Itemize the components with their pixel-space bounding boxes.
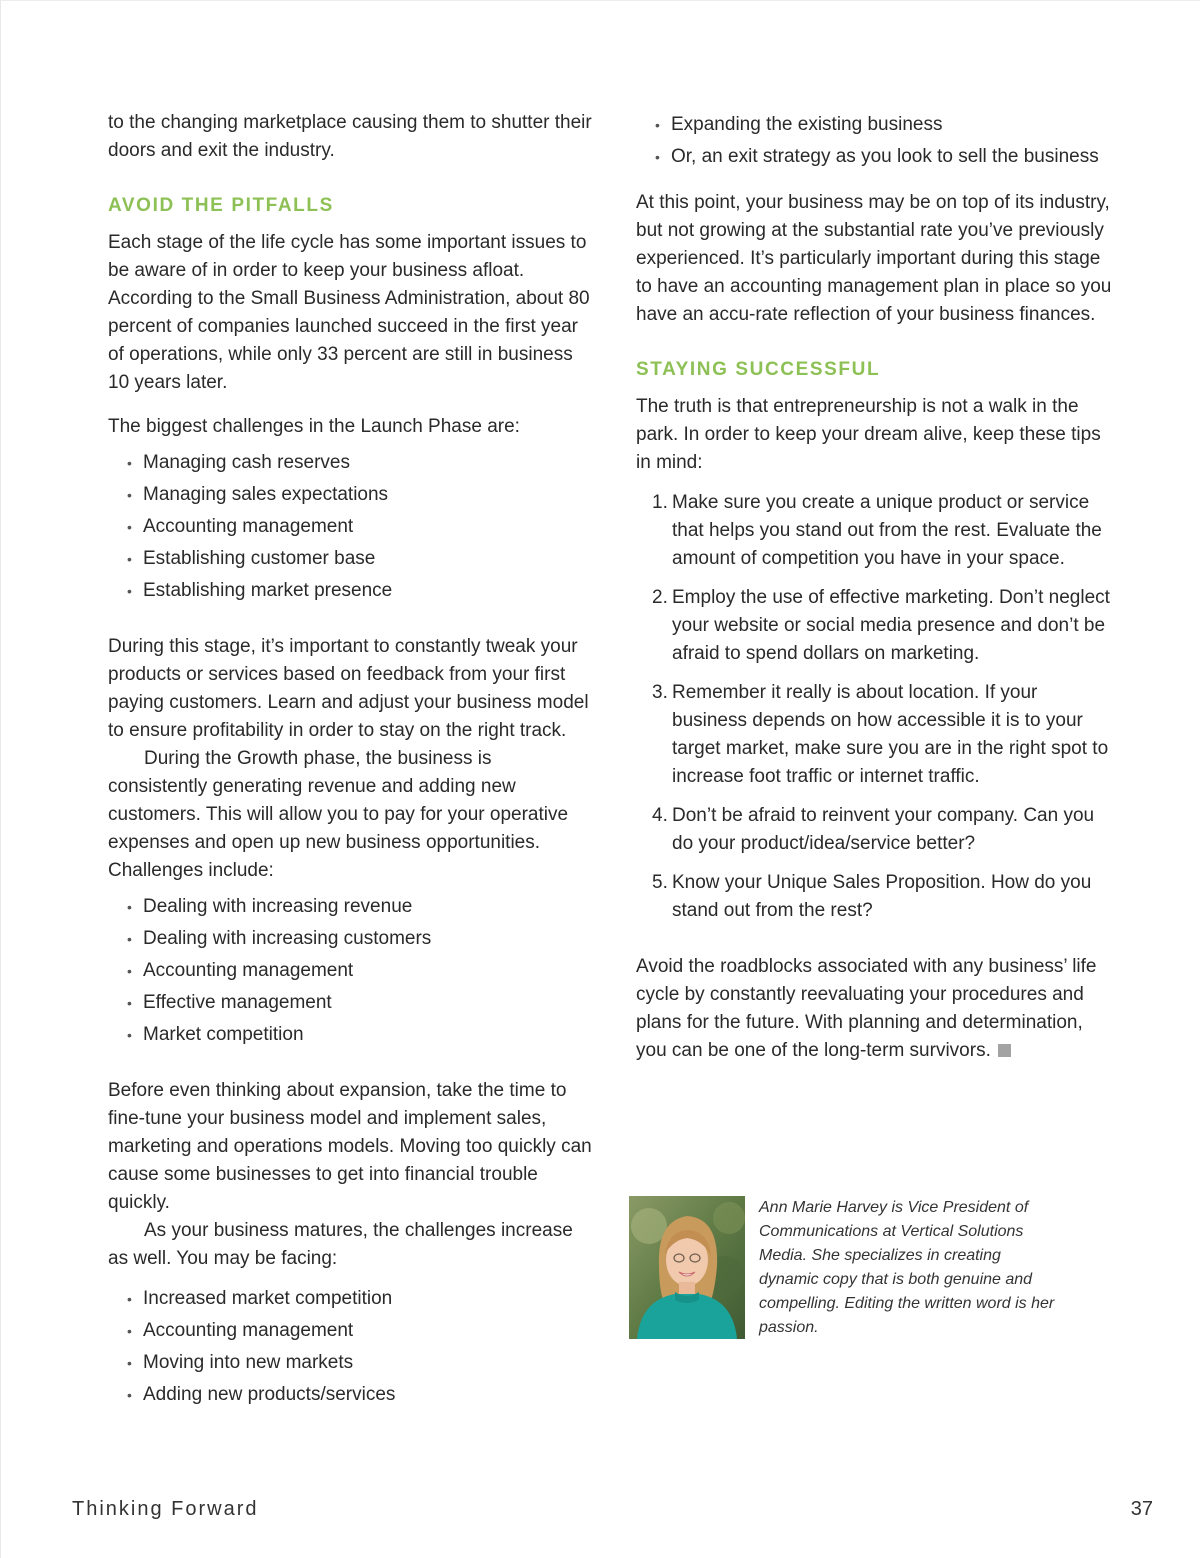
tip-number: 5. <box>652 872 668 893</box>
page-number: 37 <box>1130 1498 1153 1520</box>
tip-item <box>636 584 1116 668</box>
expansion-paragraph: Before even thinking about expansion, take the time to fine-tune your business model and implement sales, marketing and operations models. Moving too quickly can cause some businesses to get into financial trouble quickly. <box>108 1080 592 1213</box>
launch-challenges-list <box>108 447 593 607</box>
list-item: • Establishing customer base <box>127 543 593 575</box>
publication-name: Thinking Forward <box>72 1498 259 1520</box>
launch-paragraph: During this stage, it’s important to constantly tweak your products or services based on feedback from your first paying customers. Learn and adjust your business model to ensure profitability in order to stay on the right track. <box>108 636 589 741</box>
right-column <box>636 109 1116 1081</box>
tip-text: Know your Unique Sales Proposition. How do you stand out from the rest? <box>672 872 1092 921</box>
tip-item <box>636 802 1116 858</box>
list-item: • Accounting management <box>127 955 593 987</box>
tip-text: Employ the use of effective marketing. Don’t neglect your website or social media presence and don’t be afraid to spend dollars on marketing. <box>672 587 1110 664</box>
tip-number: 3. <box>652 682 668 703</box>
author-bio-box <box>629 1196 1129 1341</box>
maturity-challenges-continued-list <box>636 109 1116 173</box>
list-item: • Dealing with increasing revenue <box>127 891 593 923</box>
left-column <box>108 109 593 1437</box>
list-item: • Increased market competition <box>127 1283 593 1315</box>
tip-item <box>636 489 1116 573</box>
tips-list <box>636 489 1116 925</box>
staying-paragraph: The truth is that entrepreneurship is not a walk in the park. In order to keep your dream alive, keep these tips in mind: <box>636 396 1101 473</box>
tip-text: Make sure you create a unique product or service that helps you stand out from the rest. Evaluate the amount of competition you have in your space. <box>672 492 1102 569</box>
tip-number: 4. <box>652 805 668 826</box>
list-item: • Managing sales expectations <box>127 479 593 511</box>
growth-challenges-list <box>108 891 593 1051</box>
list-item: • Establishing market presence <box>127 575 593 607</box>
list-item: • Accounting management <box>127 511 593 543</box>
tip-text: Remember it really is about location. If your business depends on how accessible it is to your target market, make sure you are in the right spot to increase foot traffic or internet traffic. <box>672 682 1109 787</box>
heading-avoid-pitfalls: AVOID THE PITFALLS <box>108 195 334 216</box>
list-item: • Expanding the existing business <box>655 109 1116 141</box>
tip-item <box>636 679 1116 791</box>
maturity-paragraph: As your business matures, the challenges increase as well. You may be facing: <box>108 1220 573 1269</box>
author-portrait-image <box>629 1196 745 1339</box>
list-item: • Or, an exit strategy as you look to sell the business <box>655 141 1116 173</box>
list-item: • Adding new products/services <box>127 1379 593 1411</box>
maturity-challenges-list <box>108 1283 593 1411</box>
closing-text: Avoid the roadblocks associated with any business’ life cycle by constantly reevaluating your procedures and plans for the future. With planning and determination, you can be one of the long-term survivors. <box>636 956 1097 1061</box>
list-item: • Market competition <box>127 1019 593 1051</box>
heading-staying-successful: STAYING SUCCESSFUL <box>636 359 881 380</box>
tip-item <box>636 869 1116 925</box>
list-item: • Moving into new markets <box>127 1347 593 1379</box>
list-item: • Managing cash reserves <box>127 447 593 479</box>
list-item: • Accounting management <box>127 1315 593 1347</box>
growth-paragraph: During the Growth phase, the business is consistently generating revenue and adding new customers. This will allow you to pay for your operative expenses and open up new business opportunities. Challenges include: <box>108 748 569 881</box>
pitfalls-paragraph: Each stage of the life cycle has some important issues to be aware of in order to keep your business afloat. According to the Small Business Administration, about 80 percent of companies launched succeed in the first year of operations, while only 33 percent are still in business 10 years later. <box>108 232 590 393</box>
list-item: • Dealing with increasing customers <box>127 923 593 955</box>
author-bio-text: Ann Marie Harvey is Vice President of Communications at Vertical Solutions Media. She specializes in creating dynamic copy that is both genuine and compelling. Editing the written word is her passion. <box>759 1199 1055 1336</box>
closing-paragraph <box>636 953 1116 1065</box>
launch-intro: The biggest challenges in the Launch Phase are: <box>108 416 520 437</box>
tip-text: Don’t be afraid to reinvent your company. Can you do your product/idea/service better? <box>672 805 1095 854</box>
intro-paragraph: to the changing marketplace causing them to shutter their doors and exit the industry. <box>108 112 592 161</box>
end-of-article-mark <box>998 1044 1011 1057</box>
author-photo <box>629 1196 745 1339</box>
tip-number: 2. <box>652 587 668 608</box>
list-item: • Effective management <box>127 987 593 1019</box>
maturity-stage-paragraph: At this point, your business may be on top of its industry, but not growing at the substantial rate you’ve previously experienced. It’s particularly important during this stage to have an accounting management plan in place so you have an accu-rate reflection of your business finances. <box>636 192 1112 325</box>
tip-number: 1. <box>652 492 668 513</box>
